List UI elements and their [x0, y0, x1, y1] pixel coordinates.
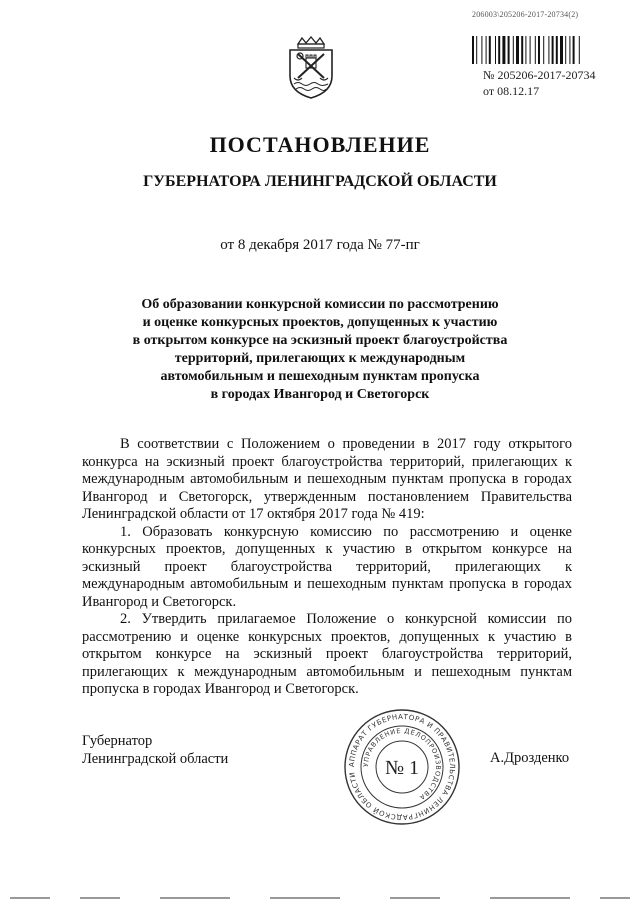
- heading-line: в открытом конкурсе на эскизный проект благоустройства: [132, 333, 508, 348]
- barcode-bar: [560, 36, 563, 64]
- barcode-bar: [476, 36, 477, 64]
- barcode-bar: [552, 36, 554, 64]
- barcode-bar: [556, 36, 558, 64]
- barcode-bar: [525, 36, 526, 64]
- barcode-bar: [481, 36, 482, 64]
- document-issuer: ГУБЕРНАТОРА ЛЕНИНГРАДСКОЙ ОБЛАСТИ: [143, 173, 497, 190]
- seal-inner-text: УПРАВЛЕНИЕ ДЕЛОПРОИЗВОДСТВА: [361, 726, 443, 802]
- barcode-bar: [521, 36, 523, 64]
- registration-date: от 08.12.17: [483, 84, 540, 98]
- barcode-bar: [530, 36, 531, 64]
- document-heading: [100, 296, 540, 404]
- barcode-bar: [498, 36, 500, 64]
- barcode-bar: [502, 36, 505, 64]
- signatory-name: А.Дрозденко: [490, 750, 570, 766]
- official-seal: [343, 708, 461, 826]
- heading-line: в городах Ивангород и Светогорск: [210, 387, 430, 402]
- barcode-bar: [569, 36, 570, 64]
- barcode-bar: [543, 36, 544, 64]
- document-reference-code: 206003\205206-2017-20734(2): [472, 10, 579, 19]
- barcode-bar: [535, 36, 536, 64]
- barcode-bar: [548, 36, 549, 64]
- document-date-number: от 8 декабря 2017 года № 77-пг: [220, 237, 420, 253]
- barcode-bar: [513, 36, 514, 64]
- heading-line: автомобильным и пешеходным пунктам пропуска: [160, 369, 480, 384]
- barcode-bar: [538, 36, 540, 64]
- heading-line: и оценке конкурсных проектов, допущенных к участию: [142, 315, 498, 330]
- barcode-bar: [486, 36, 487, 64]
- document-title: ПОСТАНОВЛЕНИЕ: [209, 132, 431, 157]
- barcode-bar: [579, 36, 580, 64]
- barcode-bar: [565, 36, 566, 64]
- barcode-bar: [489, 36, 491, 64]
- preamble-paragraph: В соответствии с Положением о проведении в 2017 году открытого конкурса на эскизный проект благоустройства территорий, прилегающих к международным автомобильным и пешеходным пунктам пропуска в городах Ивангород и Светогорск, утвержденным постановлением Правительства Ленинградской области от 17 октября 2017 года № 419:: [82, 436, 572, 522]
- document-body: [82, 436, 572, 699]
- barcode-icon: [472, 36, 628, 64]
- clause-1-paragraph: 1. Образовать конкурсную комиссию по рассмотрению и оценке конкурсных проектов, допущенных к участию в открытом конкурсе на эскизный проект благоустройства территорий, прилегающих к международным автомобильным и пешеходным пунктам пропуска в городах Ивангород и Светогорск.: [82, 523, 572, 610]
- leningrad-oblast-coat-of-arms-icon: [284, 36, 338, 100]
- barcode-bar: [508, 36, 510, 64]
- barcode-bar: [573, 36, 575, 64]
- signatory-position: [82, 732, 228, 768]
- clause-2-paragraph: 2. Утвердить прилагаемое Положение о конкурсной комиссии по рассмотрению и оценке конкурсных проектов, допущенных к участию в открытом конкурсе на эскизный проект благоустройства территорий, прилегающих к международным автомобильным и пешеходным пунктам пропуска в городах Ивангород и Светогорск.: [82, 611, 572, 697]
- barcode-bar: [472, 36, 474, 64]
- seal-number: № 1: [384, 757, 420, 779]
- heading-line: Об образовании конкурсной комиссии по рассмотрению: [141, 297, 499, 312]
- barcode-bar: [516, 36, 519, 64]
- scan-edge-artifact: [10, 895, 630, 901]
- barcode-bar: [495, 36, 496, 64]
- registration-number: № 205206-2017-20734: [483, 68, 596, 82]
- signatory-position-line: Ленинградской области: [82, 751, 229, 767]
- heading-line: территорий, прилегающих к международным: [174, 351, 466, 366]
- seal-outer-text: АППАРАТ ГУБЕРНАТОРА И ПРАВИТЕЛЬСТВА ЛЕНИНГРАДСКОЙ ОБЛАСТИ: [347, 712, 457, 822]
- signatory-position-line: Губернатор: [82, 733, 153, 749]
